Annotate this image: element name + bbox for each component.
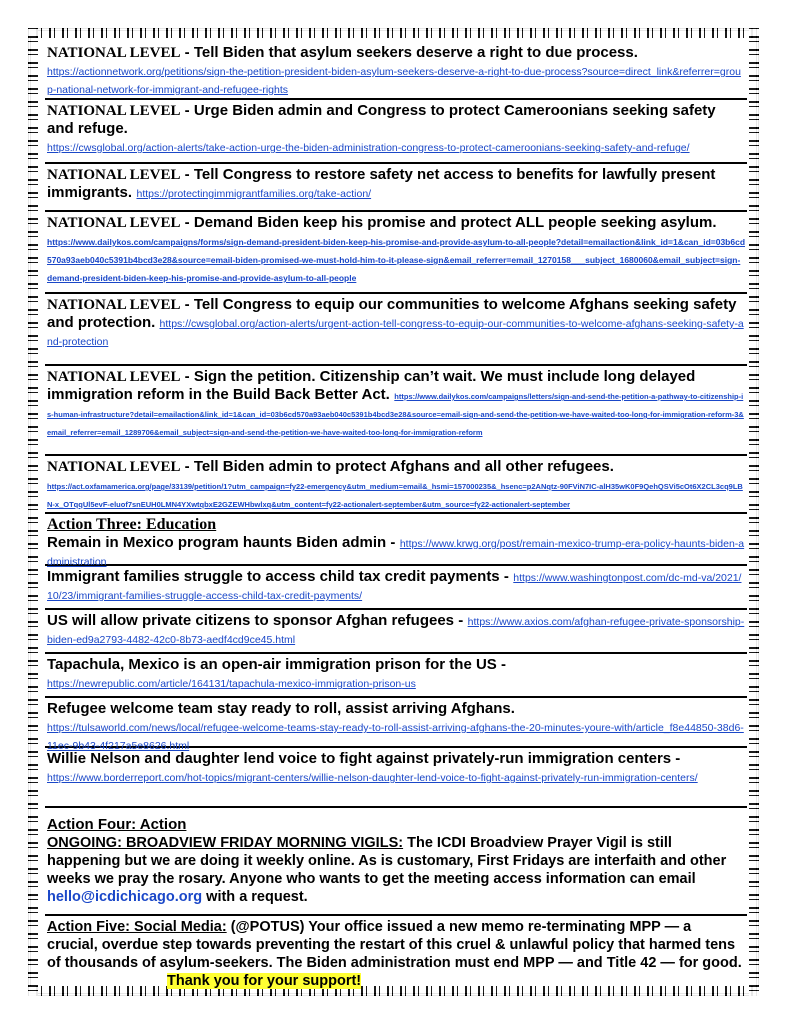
petition-link[interactable]: https://www.dailykos.com/campaigns/forms/sign-demand-president-biden-keep-his-promise-and-provide-asylum-to-all-people?detail=emailaction&link_id=1&can_id=03b6cd570a93aeb040c5391b4bcd3e28&source=email-biden-promised-we-must-hold-him-to-it-please-sign&email_referrer=email_1270158___subject_1680060&email_subject=sign-demand-president-biden-keep-his-promise-and-provide-asylum-to-all-people	[47, 237, 746, 283]
education-item-5: Refugee welcome team stay ready to roll, assist arriving Afghans. https://tulsaworld.com/news/local/refugee-welcome-teams-stay-ready-to-roll-assist-arriving-afghans-the-20-minutes-youre-with/article_f8e44850-38d6-11ec-9b43-4f217a5e8626.html	[45, 698, 747, 748]
national-item-3: NATIONAL LEVEL - Tell Congress to restore safety net access to benefits for lawfully present immigrants. https://protectingimmigrantfamilies.org/take-action/	[45, 164, 747, 212]
action-four-section: Action Four: Action ONGOING: BROADVIEW FRIDAY MORNING VIGILS: The ICDI Broadview Prayer Vigil is still happening but we are doing it weekly online. As is customary, First Fridays are interfaith and other weeks we pray the rosary. Anyone who wants to get the meeting access information can email hello@icdichicago.org with a request.	[45, 808, 747, 916]
petition-link[interactable]: https://act.oxfamamerica.org/page/33139/petition/1?utm_campaign=fy22-emergency&utm_medium=email&_hsmi=157000235&_hsenc=p2ANqtz-90FViN7IC-alH35wK0F9QehQSVi5cOt6X2CL3cq9LBN-x_OTqqUl5evF-eluof7snEUH0LMN4YXwtqbxE2GZEWHbwlxq&utm_content=fy22-actionalert-september&utm_source=fy22-actionalert-september	[47, 482, 743, 509]
article-link[interactable]: https://tulsaworld.com/news/local/refugee-welcome-teams-stay-ready-to-roll-assist-arriving-afghans-the-20-minutes-youre-with/article_f8e44850-38d6-11ec-9b43-4f217a5e8626.html	[47, 722, 744, 752]
article-link[interactable]: https://www.axios.com/afghan-refugee-private-sponsorship-biden-ed9a2793-4482-42c0-8b73-aedf4cd9ce45.html	[47, 616, 745, 646]
national-item-6: NATIONAL LEVEL - Sign the petition. Citizenship can’t wait. We must include long delayed immigration reform in the Build Back Better Act. https://www.dailykos.com/campaigns/letters/sign-and-send-the-petition-a-pathway-to-citizenship-is-human-infrastructure?detail=emailaction&link_id=1&can_id=03b6cd570a93aeb040c5391b4bcd3e28&source=email-sign-and-send-the-petition-we-have-waited-too-long-for-immigration-reform-3&email_referrer=email_1289706&email_subject=sign-and-send-the-petition-we-have-waited-too-long-for-immigration-reform	[45, 366, 747, 456]
action-four-title: Action Four: Action	[47, 816, 187, 833]
article-link[interactable]: https://www.washingtonpost.com/dc-md-va/2021/10/23/immigrant-families-struggle-access-child-tax-credit-payments/	[47, 572, 742, 602]
national-item-5: NATIONAL LEVEL - Tell Congress to equip our communities to welcome Afghans seeking safety and protection. https://cwsglobal.org/action-alerts/urgent-action-tell-congress-to-equip-our-communities-to-welcome-afghans-seeking-safety-and-protection	[45, 294, 747, 366]
national-item-2: NATIONAL LEVEL - Urge Biden admin and Congress to protect Cameroonians seeking safety and refuge. https://cwsglobal.org/action-alerts/take-action-urge-the-biden-administration-congress-to-protect-cameroonians-seeking-safety-and-refuge/	[45, 100, 747, 164]
newsletter-content	[45, 42, 747, 1002]
article-link[interactable]: https://www.krwg.org/post/remain-mexico-trump-era-policy-haunts-biden-administration	[47, 538, 745, 568]
border-left	[28, 28, 38, 996]
petition-link[interactable]: https://actionnetwork.org/petitions/sign-the-petition-president-biden-asylum-seekers-deserve-a-right-to-due-process?source=direct_link&referrer=group-national-network-for-immigrant-and-refugee-rights	[47, 66, 741, 96]
education-item-1: Action Three: Education Remain in Mexico program haunts Biden admin - https://www.krwg.org/post/remain-mexico-trump-era-policy-haunts-biden-administration	[45, 514, 747, 566]
national-item-4: NATIONAL LEVEL - Demand Biden keep his promise and protect ALL people seeking asylum. https://www.dailykos.com/campaigns/forms/sign-demand-president-biden-keep-his-promise-and-provide-asylum-to-all-people?detail=emailaction&link_id=1&can_id=03b6cd570a93aeb040c5391b4bcd3e28&source=email-biden-promised-we-must-hold-him-to-it-please-sign&email_referrer=email_1270158___subject_1680060&email_subject=sign-demand-president-biden-keep-his-promise-and-provide-asylum-to-all-people	[45, 212, 747, 294]
education-item-4: Tapachula, Mexico is an open-air immigration prison for the US - https://newrepublic.com/article/164131/tapachula-mexico-immigration-prison-us	[45, 654, 747, 698]
petition-link[interactable]: https://www.dailykos.com/campaigns/letters/sign-and-send-the-petition-a-pathway-to-citizenship-is-human-infrastructure?detail=emailaction&link_id=1&can_id=03b6cd570a93aeb040c5391b4bcd3e28&source=email-sign-and-send-the-petition-we-have-waited-too-long-for-immigration-reform-3&email_referrer=email_1289706&email_subject=sign-and-send-the-petition-we-have-waited-too-long-for-immigration-reform	[47, 392, 744, 437]
border-right	[749, 28, 759, 996]
national-item-1: NATIONAL LEVEL - Tell Biden that asylum seekers deserve a right to due process. https://actionnetwork.org/petitions/sign-the-petition-president-biden-asylum-seekers-deserve-a-right-to-due-process?source=direct_link&referrer=group-national-network-for-immigrant-and-refugee-rights	[45, 42, 747, 100]
action-three-title: Action Three: Education	[47, 516, 217, 533]
article-link[interactable]: https://newrepublic.com/article/164131/tapachula-mexico-immigration-prison-us	[47, 678, 416, 690]
petition-link[interactable]: https://protectingimmigrantfamilies.org/take-action/	[136, 188, 372, 200]
action-five-section: Action Five: Social Media: (@POTUS) Your office issued a new memo re-terminating MPP — a crucial, overdue step towards preventing the restart of this cruel & unlawful policy that harmed tens of thousands of asylum-seekers. The Biden administration must end MPP — and Title 42 — for good. Thank you for your support!	[47, 919, 742, 989]
thanks-note: Thank you for your support!	[167, 973, 362, 989]
education-item-6: Willie Nelson and daughter lend voice to fight against privately-run immigration centers - https://www.borderreport.com/hot-topics/migrant-centers/willie-nelson-daughter-lend-voice-to-fight-against-privately-run-immigration-centers/	[45, 748, 747, 808]
petition-link[interactable]: https://cwsglobal.org/action-alerts/take-action-urge-the-biden-administration-congress-to-protect-cameroonians-seeking-safety-and-refuge/	[47, 142, 690, 154]
border-top	[28, 28, 759, 38]
vigil-label: ONGOING: BROADVIEW FRIDAY MORNING VIGILS:	[47, 835, 404, 851]
action-five-title: Action Five: Social Media:	[47, 919, 227, 935]
education-item-2: Immigrant families struggle to access child tax credit payments - https://www.washingtonpost.com/dc-md-va/2021/10/23/immigrant-families-struggle-access-child-tax-credit-payments/	[45, 566, 747, 610]
national-item-7: NATIONAL LEVEL - Tell Biden admin to protect Afghans and all other refugees. https://act.oxfamamerica.org/page/33139/petition/1?utm_campaign=fy22-emergency&utm_medium=email&_hsmi=157000235&_hsenc=p2ANqtz-90FViN7IC-alH35wK0F9QehQSVi5cOt6X2CL3cq9LBN-x_OTqqUl5evF-eluof7snEUH0LMN4YXwtqbxE2GZEWHbwlxq&utm_content=fy22-actionalert-september&utm_source=fy22-actionalert-september	[45, 456, 747, 514]
petition-link[interactable]: https://cwsglobal.org/action-alerts/urgent-action-tell-congress-to-equip-our-communities-to-welcome-afghans-seeking-safety-and-protection	[47, 318, 744, 348]
email-link[interactable]: hello@icdichicago.org	[47, 889, 203, 905]
article-link[interactable]: https://www.borderreport.com/hot-topics/migrant-centers/willie-nelson-daughter-lend-voice-to-fight-against-privately-run-immigration-centers/	[47, 772, 698, 784]
education-item-3: US will allow private citizens to sponsor Afghan refugees - https://www.axios.com/afghan-refugee-private-sponsorship-biden-ed9a2793-4482-42c0-8b73-aedf4cd9ce45.html	[45, 610, 747, 654]
